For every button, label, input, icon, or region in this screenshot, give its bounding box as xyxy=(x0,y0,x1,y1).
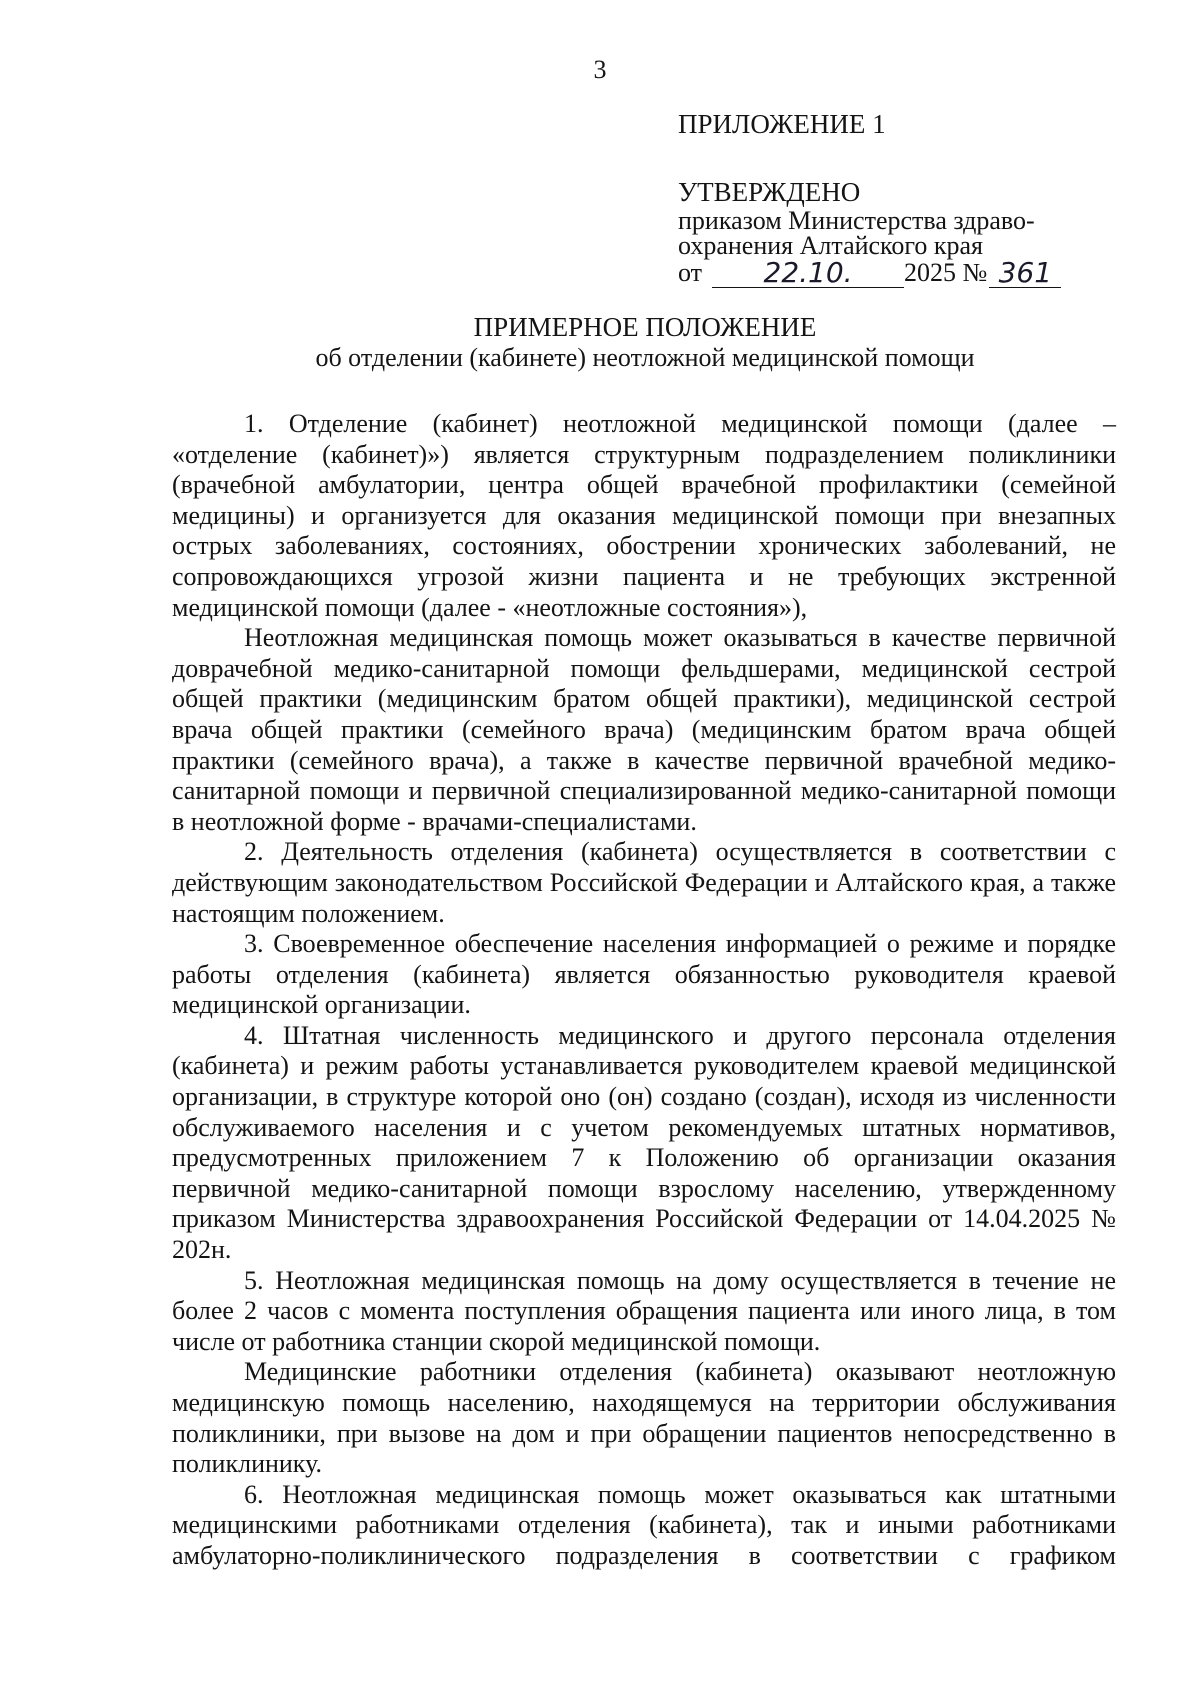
paragraph: Медицинские работники отделения (кабинета) оказывают неотложную медицинскую помощь населению, находящемуся на территории обслуживания поликлиники, при вызове на дом и при обращении пациентов непосредственно в поликлинику. xyxy=(172,1357,1116,1479)
paragraph: 1. Отделение (кабинет) неотложной медицинской помощи (далее – «отделение (кабинет)») является структурным подразделением поликлиники (врачебной амбулатории, центра общей врачебной профилактики (семейной медицины) и организуется для оказания медицинской помощи при внезапных острых заболеваниях, состояниях, обострении хронических заболеваний, не сопровождающихся угрозой жизни пациента и не требующих экстренной медицинской помощи (далее - «неотложные состояния»), xyxy=(172,409,1116,622)
document-subtitle: об отделении (кабинете) неотложной медицинской помощи xyxy=(315,343,975,372)
paragraph: 2. Деятельность отделения (кабинета) осуществляется в соответствии с действующим законодательством Российской Федерации и Алтайского края, а также настоящим положением. xyxy=(172,837,1116,928)
order-date-line xyxy=(678,258,1118,288)
document-title: ПРИМЕРНОЕ ПОЛОЖЕНИЕ xyxy=(473,312,817,342)
paragraph: Неотложная медицинская помощь может оказываться в качестве первичной доврачебной медико-санитарной помощи фельдшерами, медицинской сестрой общей практики (медицинским братом общей практики), медицинской сестрой врача общей практики (семейного врача) (медицинским братом врача общей практики (семейного врача), а также в качестве первичной врачебной медико-санитарной помощи и первичной специализированной медико-санитарной помощи в неотложной форме - врачами-специалистами. xyxy=(172,623,1116,836)
order-line-2: охранения Алтайского края xyxy=(678,231,984,260)
paragraph: 3. Своевременное обеспечение населения информацией о режиме и порядке работы отделения (кабинета) является обязанностью руководителя краевой медицинской организации. xyxy=(172,929,1116,1020)
paragraph: 4. Штатная численность медицинского и другого персонала отделения (кабинета) и режим работы устанавливается руководителем краевой медицинской организации, в структуре которой оно (он) создано (создан), исходя из численности обслуживаемого населения и с учетом рекомендуемых штатных нормативов, предусмотренных приложением 7 к Положению об организации оказания первичной медико-санитарной помощи взрослому населению, утвержденному приказом Министерства здравоохранения Российской Федерации от 14.04.2025 № 202н. xyxy=(172,1020,1116,1265)
approved-heading: УТВЕРЖДЕНО xyxy=(678,177,861,207)
paragraph: 6. Неотложная медицинская помощь может оказываться как штатными медицинскими работниками отделения (кабинета), так и иными работниками амбулаторно-поликлинического подразделения в соответствии с графиком xyxy=(172,1479,1116,1570)
appendix-title: ПРИЛОЖЕНИЕ 1 xyxy=(678,109,886,139)
order-line-1: приказом Министерства здраво- xyxy=(678,206,1035,235)
approval-stamp-block xyxy=(678,108,1118,288)
page-number: 3 xyxy=(593,55,607,84)
paragraph: 5. Неотложная медицинская помощь на дому осуществляется в течение не более 2 часов с момента поступления обращения пациента или иного лица, в том числе от работника станции скорой медицинской помощи. xyxy=(172,1265,1116,1356)
handwritten-date: 22.10. xyxy=(712,259,904,288)
handwritten-order-number: 361 xyxy=(989,259,1061,288)
year-number-label: 2025 № xyxy=(904,258,988,287)
date-prefix: от xyxy=(678,258,703,287)
document-body xyxy=(172,409,1116,1572)
